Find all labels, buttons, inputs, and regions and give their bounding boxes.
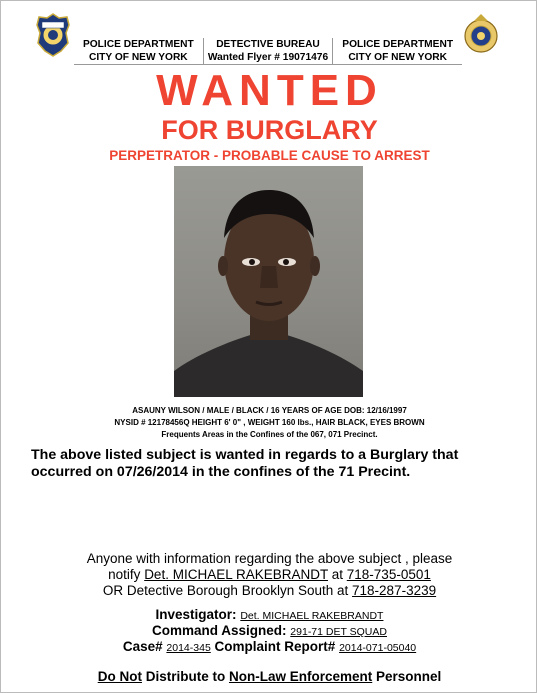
distribution-notice: Do Not Distribute to Non-Law Enforcement Personnel <box>97 669 442 684</box>
complaint-value: 2014-071-05040 <box>339 642 417 654</box>
suspect-photo <box>174 166 363 397</box>
case-row: Case# 2014-345 Complaint Report# 2014-071-05040 <box>122 639 417 654</box>
header-band <box>74 38 462 65</box>
nypd-badge-icon <box>35 13 71 57</box>
subheadline: FOR BURGLARY <box>161 115 378 145</box>
borough-phone: 718-287-3239 <box>352 583 437 598</box>
detective-name: Det. MICHAEL RAKEBRANDT <box>144 567 328 582</box>
detective-phone: 718-735-0501 <box>346 567 431 582</box>
subject-description-1: ASAUNY WILSON / MALE / BLACK / 16 YEARS OF AGE DOB: 12/16/1997 <box>132 406 407 415</box>
subject-description-3: Frequents Areas in the Confines of the 067, 071 Precinct. <box>161 430 378 439</box>
incident-statement: The above listed subject is wanted in regards to a Burglary that occurred on 07/26/2014 in the confines of the 71 Precint. <box>31 447 459 480</box>
header-right: POLICE DEPARTMENT CITY OF NEW YORK <box>332 38 462 64</box>
command-value: 291-71 DET SQUAD <box>290 626 387 638</box>
subject-description-2: NYSID # 12178456Q HEIGHT 6' 0" , WEIGHT 160 lbs., HAIR BLACK, EYES BROWN <box>114 418 425 427</box>
contact-line-3: OR Detective Borough Brooklyn South at 718-287-3239 <box>102 583 437 598</box>
contact-line-2: notify Det. MICHAEL RAKEBRANDT at 718-735-0501 <box>108 567 431 582</box>
contact-line-1: Anyone with information regarding the above subject , please <box>86 551 453 566</box>
case-value: 2014-345 <box>166 642 211 654</box>
command-row: Command Assigned: 291-71 DET SQUAD <box>152 623 387 638</box>
headline: WANTED <box>156 66 383 115</box>
status-line: PERPETRATOR - PROBABLE CAUSE TO ARREST <box>109 148 430 163</box>
header-center: DETECTIVE BUREAU Wanted Flyer # 19071476 <box>203 38 333 64</box>
city-seal-icon <box>462 12 500 54</box>
investigator-value: Det. MICHAEL RAKEBRANDT <box>240 610 384 622</box>
suspect-portrait-icon <box>174 166 363 397</box>
header-left: POLICE DEPARTMENT CITY OF NEW YORK <box>82 39 194 63</box>
investigator-row: Investigator: Det. MICHAEL RAKEBRANDT <box>155 607 384 622</box>
